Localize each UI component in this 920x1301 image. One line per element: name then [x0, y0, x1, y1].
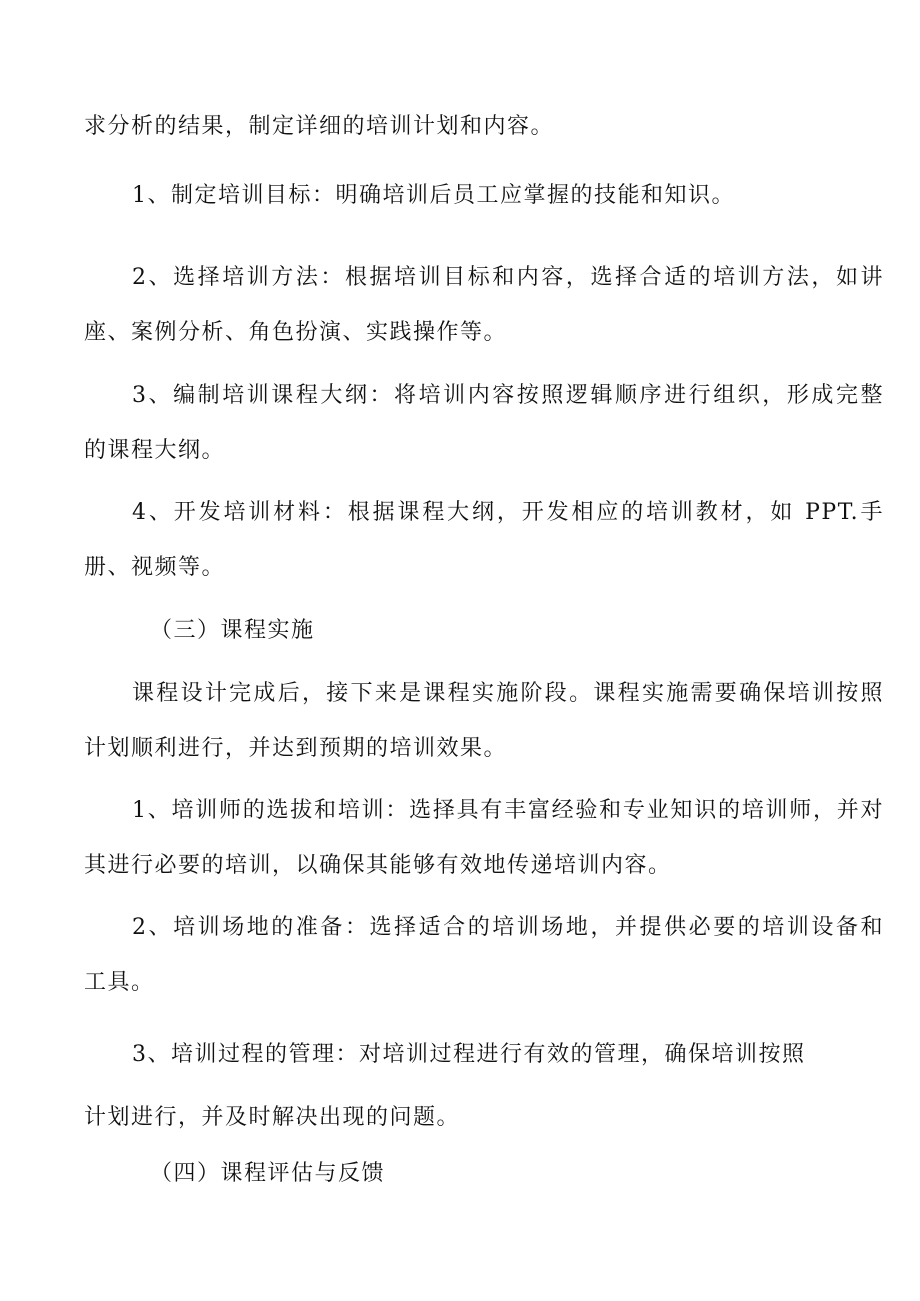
list-item-line: 计划进行，并及时解决出现的问题。: [84, 1105, 461, 1130]
list-item-line: 4、开发培训材料：根据课程大纲，开发相应的培训教材，如 PPT.手: [132, 500, 884, 525]
paragraph-line: 课程设计完成后，接下来是课程实施阶段。课程实施需要确保培训按照: [132, 681, 884, 706]
list-item-line: 其进行必要的培训，以确保其能够有效地传递培训内容。: [84, 853, 672, 878]
list-item-line: 1、培训师的选拔和培训：选择具有丰富经验和专业知识的培训师，并对: [132, 798, 884, 823]
paragraph-line: 求分析的结果，制定详细的培训计划和内容。: [84, 114, 555, 139]
section-heading: （四）课程评估与反馈: [150, 1161, 386, 1186]
section-heading: （三）课程实施: [150, 618, 315, 643]
list-item-line: 2、选择培训方法：根据培训目标和内容，选择合适的培训方法，如讲: [132, 265, 884, 290]
list-item-line: 座、案例分析、角色扮演、实践操作等。: [84, 320, 508, 345]
list-item-line: 工具。: [84, 970, 155, 995]
list-item-line: 1、制定培训目标：明确培训后员工应掌握的技能和知识。: [132, 183, 735, 208]
list-item-line: 册、视频等。: [84, 555, 226, 580]
list-item-line: 3、编制培训课程大纲：将培训内容按照逻辑顺序进行组织，形成完整: [132, 383, 884, 408]
list-item-line: 3、培训过程的管理：对培训过程进行有效的管理，确保培训按照: [132, 1042, 806, 1067]
paragraph-line: 计划顺利进行，并达到预期的培训效果。: [84, 736, 508, 761]
list-item-line: 的课程大纲。: [84, 438, 226, 463]
list-item-line: 2、培训场地的准备：选择适合的培训场地，并提供必要的培训设备和: [132, 915, 884, 940]
